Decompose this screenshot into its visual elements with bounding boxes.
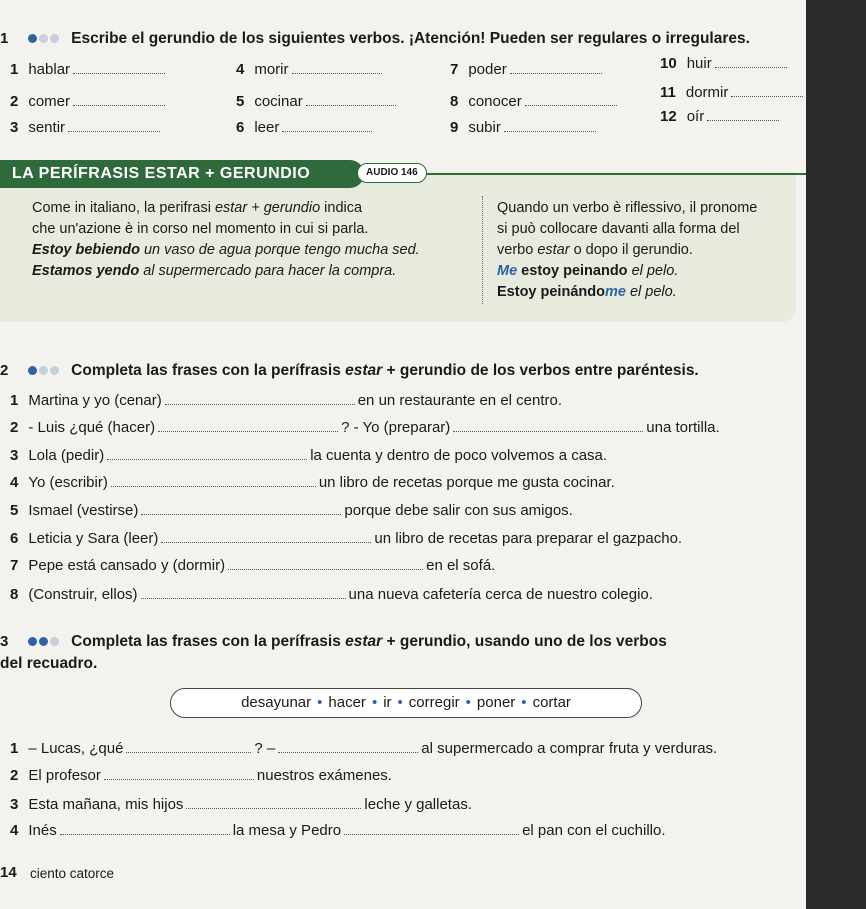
answer-blank[interactable] xyxy=(715,55,787,68)
verb-item xyxy=(450,119,599,137)
exercise-1-number: 1 xyxy=(0,30,9,47)
verb-label: conocer xyxy=(468,93,522,110)
item-number: 1 xyxy=(10,61,19,78)
item-number: 6 xyxy=(10,530,19,547)
answer-blank[interactable] xyxy=(141,586,346,599)
answer-blank[interactable] xyxy=(306,93,396,106)
item-number: 3 xyxy=(10,447,19,464)
item-number: 10 xyxy=(660,55,677,72)
sentence-end: porque debe salir con sus amigos. xyxy=(344,502,573,519)
exercise-3-instruction-cont: del recuadro. xyxy=(0,655,98,672)
verb-item xyxy=(450,61,605,79)
sentence-item xyxy=(10,796,472,814)
sentence-end: al supermercado a comprar fruta y verduras. xyxy=(421,740,718,757)
grammar-heading: LA PERÍFRASIS ESTAR + GERUNDIO xyxy=(0,160,364,188)
word-bank-box xyxy=(170,688,642,718)
item-number: 4 xyxy=(10,822,19,839)
exercise-3-header: Completa las frases con la perífrasis estar + gerundio, usando uno de los verbos xyxy=(28,633,667,651)
sentence-end: en el sofá. xyxy=(426,557,496,574)
sentence-middle: ? - Yo (preparar) xyxy=(341,419,451,436)
sentence-item xyxy=(10,419,720,437)
answer-blank[interactable] xyxy=(68,119,160,132)
sentence-item xyxy=(10,557,495,575)
word-bank-item: hacer xyxy=(328,694,366,711)
bullet-separator: • xyxy=(371,694,378,711)
verb-label: dormir xyxy=(685,84,729,101)
sentence-item xyxy=(10,392,562,410)
sentence-item xyxy=(10,447,607,465)
grammar-right-column: Quando un verbo è riflessivo, il pronome si può collocare davanti alla forma del verbo estar o dopo il gerundio. Me estoy peinando el pelo. Estoy peinándome el pelo. xyxy=(497,200,758,300)
answer-blank[interactable] xyxy=(141,502,341,515)
exercise-2-number: 2 xyxy=(0,362,9,379)
sentence-middle: ? – xyxy=(254,740,276,757)
answer-blank[interactable] xyxy=(73,93,165,106)
verb-item xyxy=(10,93,168,111)
answer-blank[interactable] xyxy=(707,108,779,121)
item-number: 3 xyxy=(10,796,19,813)
verb-item xyxy=(10,119,163,137)
item-number: 5 xyxy=(10,502,19,519)
verb-label: oír xyxy=(686,108,705,125)
sentence-start: Ismael (vestirse) xyxy=(28,502,139,519)
sentence-end: un libro de recetas porque me gusta cocinar. xyxy=(318,474,615,491)
grammar-left-column: Come in italiano, la perifrasi estar + gerundio indica che un'azione è in corso nel momento in cui si parla. Estoy bebiendo un vaso de agua porque tengo mucha sed. Estamos yendo al supermercado para hacer la compra. xyxy=(32,200,420,279)
sentence-item xyxy=(10,530,682,548)
sentence-item xyxy=(10,586,653,604)
verb-label: huir xyxy=(686,55,712,72)
sentence-end: una tortilla. xyxy=(646,419,720,436)
item-number: 8 xyxy=(450,93,459,110)
bullet-separator: • xyxy=(317,694,323,711)
sentence-start: Inés xyxy=(28,822,57,839)
item-number: 7 xyxy=(450,61,459,78)
verb-item xyxy=(236,119,375,137)
sentence-start: - Luis ¿qué (hacer) xyxy=(28,419,156,436)
answer-blank[interactable] xyxy=(228,557,423,570)
item-number: 5 xyxy=(236,93,245,110)
sentence-start: Pepe está cansado y (dormir) xyxy=(28,557,226,574)
item-number: 1 xyxy=(10,392,19,409)
sentence-start: El profesor xyxy=(28,767,101,784)
sentence-end: el pan con el cuchillo. xyxy=(522,822,666,839)
item-number: 12 xyxy=(660,108,677,125)
verb-item xyxy=(10,61,168,79)
answer-blank[interactable] xyxy=(73,61,165,74)
answer-blank[interactable] xyxy=(126,740,251,753)
item-number: 8 xyxy=(10,586,19,603)
verb-item xyxy=(660,84,806,102)
verb-item xyxy=(236,93,399,111)
bullet-separator: • xyxy=(397,694,403,711)
sentence-item xyxy=(10,822,666,840)
answer-blank[interactable] xyxy=(111,474,316,487)
sentence-end: nuestros exámenes. xyxy=(256,767,392,784)
verb-label: subir xyxy=(468,119,501,136)
sentence-start: Lola (pedir) xyxy=(28,447,105,464)
answer-blank[interactable] xyxy=(165,392,355,405)
verb-label: sentir xyxy=(28,119,66,136)
exercise-1-header xyxy=(28,30,750,48)
verb-label: comer xyxy=(28,93,71,110)
page-number: 14 xyxy=(0,864,17,881)
item-number: 7 xyxy=(10,557,19,574)
answer-blank[interactable] xyxy=(504,119,596,132)
verb-item xyxy=(236,61,385,79)
answer-blank[interactable] xyxy=(107,447,307,460)
answer-blank[interactable] xyxy=(525,93,617,106)
sentence-end: en un restaurante en el centro. xyxy=(357,392,563,409)
sentence-end: un libro de recetas para preparar el gazpacho. xyxy=(374,530,683,547)
grammar-divider xyxy=(482,196,483,304)
difficulty-dots xyxy=(28,30,61,48)
word-bank-item: poner xyxy=(476,694,516,711)
audio-label: AUDIO 146 xyxy=(366,167,418,178)
answer-blank[interactable] xyxy=(453,419,643,432)
answer-blank[interactable] xyxy=(282,119,372,132)
answer-blank[interactable] xyxy=(278,740,418,753)
sentence-start: – Lucas, ¿qué xyxy=(28,740,124,757)
difficulty-dots xyxy=(28,633,61,651)
sentence-end: la cuenta y dentro de poco volvemos a casa. xyxy=(310,447,608,464)
sentence-middle: la mesa y Pedro xyxy=(232,822,342,839)
audio-track-button[interactable] xyxy=(357,163,427,183)
verb-label: poder xyxy=(468,61,507,78)
answer-blank[interactable] xyxy=(158,419,338,432)
verb-item xyxy=(660,108,782,126)
sentence-item xyxy=(10,474,615,492)
answer-blank[interactable] xyxy=(161,530,371,543)
answer-blank[interactable] xyxy=(292,61,382,74)
answer-blank[interactable] xyxy=(186,796,361,809)
word-bank-item: ir xyxy=(383,694,392,711)
item-number: 2 xyxy=(10,419,19,436)
sentence-end: leche y galletas. xyxy=(364,796,472,813)
answer-blank[interactable] xyxy=(344,822,519,835)
sentence-item xyxy=(10,767,392,785)
sentence-start: Leticia y Sara (leer) xyxy=(28,530,159,547)
sentence-start: Martina y yo (cenar) xyxy=(28,392,162,409)
exercise-3-number: 3 xyxy=(0,633,9,650)
sentence-end: una nueva cafetería cerca de nuestro colegio. xyxy=(348,586,653,603)
exercise-2-header: Completa las frases con la perífrasis estar + gerundio de los verbos entre paréntesis. xyxy=(28,362,699,380)
verb-label: morir xyxy=(254,61,289,78)
sentence-start: (Construir, ellos) xyxy=(28,586,138,603)
difficulty-dots xyxy=(28,362,61,380)
item-number: 3 xyxy=(10,119,19,136)
verb-label: cocinar xyxy=(254,93,303,110)
exercise-1-instruction: Escribe el gerundio de los siguientes verbos. ¡Atención! Pueden ser regulares o irregulares. xyxy=(71,30,750,47)
verb-item xyxy=(450,93,620,111)
page-number-text: ciento catorce xyxy=(30,866,115,881)
verb-label: hablar xyxy=(28,61,71,78)
word-bank-item: desayunar xyxy=(241,694,312,711)
answer-blank[interactable] xyxy=(510,61,602,74)
sentence-start: Esta mañana, mis hijos xyxy=(28,796,184,813)
item-number: 6 xyxy=(236,119,245,136)
item-number: 4 xyxy=(10,474,19,491)
verb-label: leer xyxy=(254,119,280,136)
answer-blank[interactable] xyxy=(104,767,254,780)
answer-blank[interactable] xyxy=(731,84,803,97)
bullet-separator: • xyxy=(465,694,471,711)
item-number: 4 xyxy=(236,61,245,78)
verb-item xyxy=(660,55,790,73)
sentence-item xyxy=(10,502,573,520)
bullet-separator: • xyxy=(521,694,527,711)
word-bank-item: corregir xyxy=(408,694,460,711)
sentence-item xyxy=(10,740,717,758)
word-bank-item: cortar xyxy=(532,694,571,711)
item-number: 2 xyxy=(10,93,19,110)
item-number: 11 xyxy=(660,84,676,101)
item-number: 1 xyxy=(10,740,19,757)
item-number: 2 xyxy=(10,767,19,784)
answer-blank[interactable] xyxy=(60,822,230,835)
sentence-start: Yo (escribir) xyxy=(28,474,108,491)
item-number: 9 xyxy=(450,119,459,136)
